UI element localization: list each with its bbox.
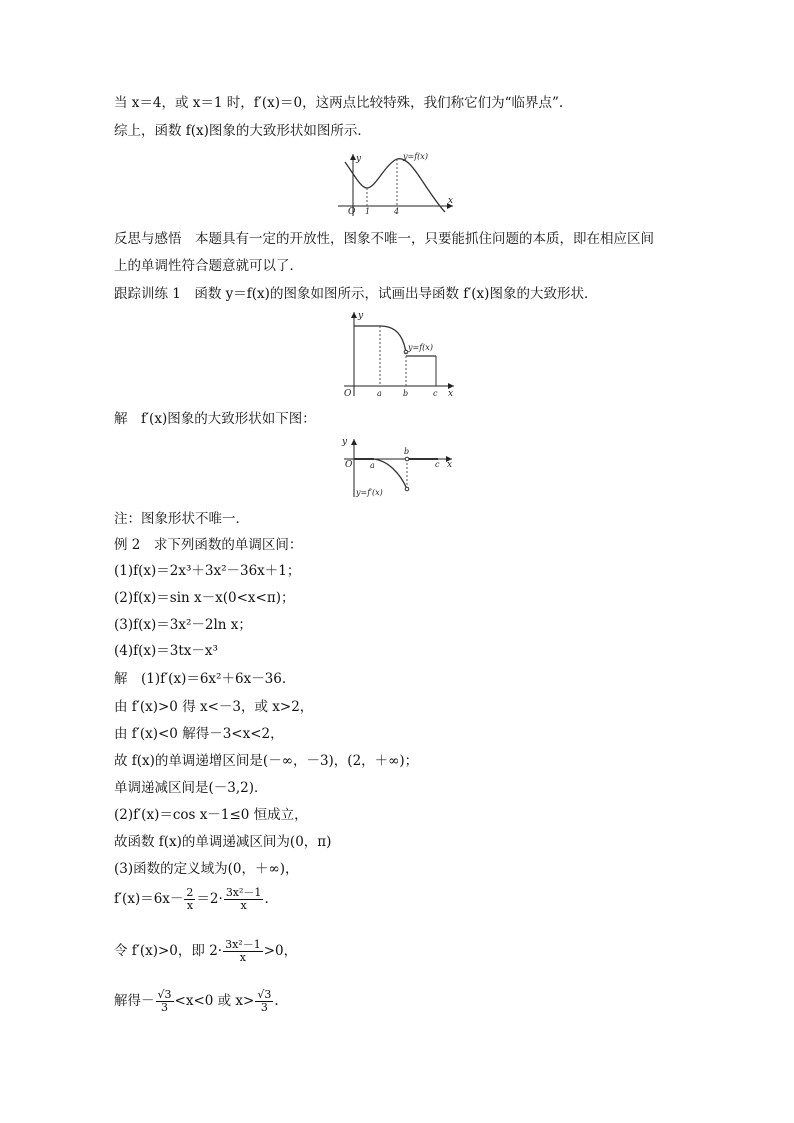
text-line-15: 由 f′(x)<0 解得－3<x<2， bbox=[114, 726, 284, 742]
tick-label-4: 4 bbox=[394, 207, 400, 216]
text-line-6: 解 f′(x)图象的大致形状如下图： bbox=[114, 411, 316, 427]
tick-label-c: c bbox=[433, 389, 438, 398]
text-line-11: (3)f(x)＝3x²－2ln x； bbox=[114, 617, 252, 633]
tick-label-b: b bbox=[404, 447, 410, 456]
fraction: $\frac{\text{3x²－1}}{x}$ bbox=[225, 886, 262, 912]
tick-label-a: a bbox=[377, 389, 382, 398]
fraction: $\frac{\text{3x²－1}}{x}$ bbox=[225, 938, 261, 964]
curve-label: y=f(x) bbox=[408, 343, 433, 352]
text-line-14: 由 f′(x)>0 得 x<－3，或 x>2， bbox=[114, 699, 314, 715]
text-line-12: (4)f(x)＝3tx－x³ bbox=[114, 643, 218, 659]
text-line-20: (3)函数的定义域为(0，＋∞)， bbox=[114, 861, 299, 877]
y-axis-label: y bbox=[342, 437, 348, 447]
text-line-3: 反思与感悟 本题具有一定的开放性，图象不唯一，只要能抓住问题的本质，即在相应区间 bbox=[114, 231, 654, 247]
equation-solution: 解得－ $\frac{√3}{3}$ <x<0 或 x> $\frac{√3}{3}$ . bbox=[114, 988, 279, 1014]
tick-label-1: 1 bbox=[365, 207, 371, 216]
y-axis-label: y bbox=[356, 154, 362, 164]
figure-derivative-graph bbox=[340, 435, 455, 501]
origin-label: O bbox=[348, 207, 356, 217]
text-line-7: 注：图象形状不唯一． bbox=[114, 511, 249, 527]
figure-f-graph bbox=[335, 150, 460, 218]
tick-label-a: a bbox=[370, 461, 375, 470]
text-line-4: 上的单调性符合题意就可以了． bbox=[114, 258, 303, 274]
text-line-1: 当 x＝4，或 x＝1 时，f′(x)＝0，这两点比较特殊，我们称它们为“临界点”. bbox=[114, 95, 564, 111]
text-line-9: (1)f(x)＝2x³＋3x²－36x＋1； bbox=[114, 563, 301, 579]
x-axis-label: x bbox=[448, 196, 454, 206]
curve-label: y=f′(x) bbox=[356, 488, 383, 497]
fraction: $\frac{√3}{3}$ bbox=[257, 988, 272, 1014]
x-axis-label: x bbox=[448, 389, 454, 399]
fraction: $\frac{√3}{3}$ bbox=[157, 988, 172, 1014]
fraction: $\frac{2}{x}$ bbox=[186, 886, 194, 912]
text-line-5: 跟踪训练 1 函数 y＝f(x)的图象如图所示，试画出导函数 f′(x)图象的大致形状． bbox=[114, 286, 598, 302]
figure-f-step-graph bbox=[338, 308, 458, 400]
curve-label: y=f(x) bbox=[403, 152, 428, 161]
text-line-13: 解 (1)f′(x)＝6x²＋6x－36. bbox=[114, 671, 287, 687]
text-line-10: (2)f(x)＝sin x－x(0<x<π)； bbox=[114, 590, 295, 606]
text-line-16: 故 f(x)的单调递增区间是(－∞，－3)，(2，＋∞)； bbox=[114, 753, 419, 769]
equation-derivative: f′(x)＝6x－ $\frac{2}{x}$ ＝2· $\frac{\text{3x²－1}}{x}$ . bbox=[114, 886, 269, 912]
text-line-8: 例 2 求下列函数的单调区间： bbox=[114, 537, 303, 553]
text-line-2: 综上，函数 f(x)图象的大致形状如图所示． bbox=[114, 123, 371, 139]
tick-label-b: b bbox=[403, 389, 409, 398]
text-line-18: (2)f′(x)＝cos x－1≤0 恒成立， bbox=[114, 807, 308, 823]
text-line-19: 故函数 f(x)的单调递减区间为(0，π) bbox=[114, 834, 332, 850]
tick-label-c: c bbox=[435, 460, 440, 469]
origin-label: O bbox=[344, 389, 352, 399]
text-line-17: 单调递减区间是(－3,2)． bbox=[114, 780, 268, 796]
equation-inequality: 令 f′(x)>0，即 2· $\frac{\text{3x²－1}}{x}$ >0， bbox=[114, 938, 298, 964]
origin-label: O bbox=[345, 460, 353, 470]
x-axis-label: x bbox=[447, 460, 453, 470]
y-axis-label: y bbox=[358, 311, 364, 321]
